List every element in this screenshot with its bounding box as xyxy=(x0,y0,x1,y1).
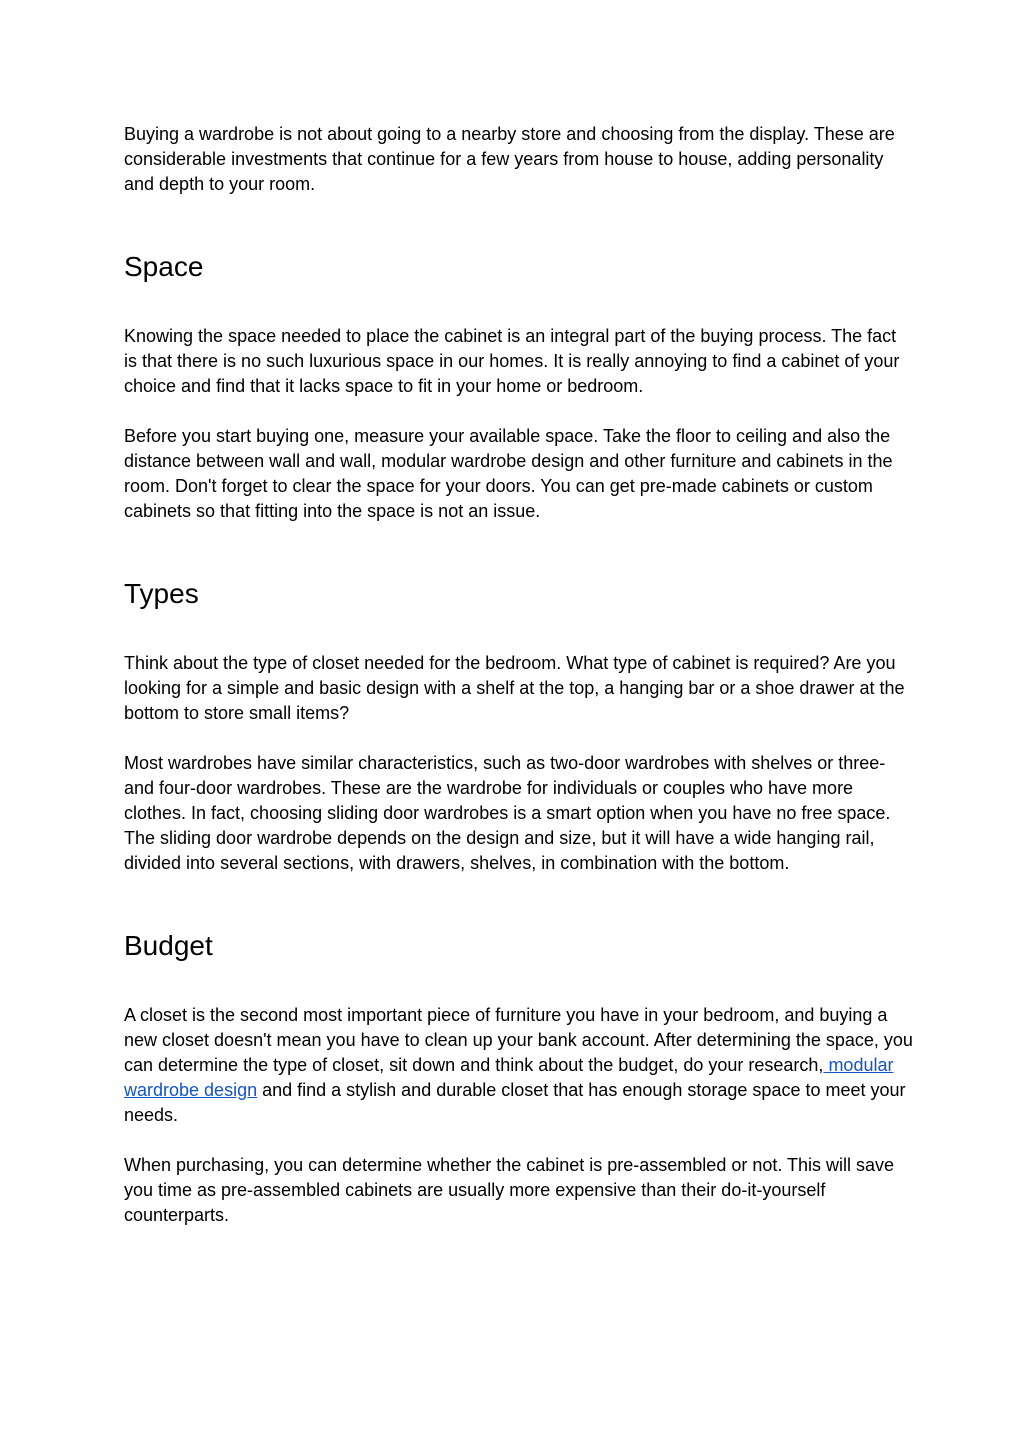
types-paragraph-2: Most wardrobes have similar characteristics, such as two-door wardrobes with shelves or three- and four-door wardrobes. These are the wardrobe for individuals or couples who have more clothes. In fact, choosing sliding door wardrobes is a smart option when you have no free space. The sliding door wardrobe depends on the design and size, but it will have a wide hanging rail, divided into several sections, with drawers, shelves, in combination with the bottom. xyxy=(124,753,891,873)
document-body xyxy=(124,122,914,1228)
heading-budget: Budget xyxy=(124,930,213,961)
types-paragraph-1: Think about the type of closet needed for the bedroom. What type of cabinet is required? Are you looking for a simple and basic design with a shelf at the top, a hanging bar or a shoe drawer at the bottom to store small items? xyxy=(124,653,905,723)
budget-paragraph-2: When purchasing, you can determine whether the cabinet is pre-assembled or not. This will save you time as pre-assembled cabinets are usually more expensive than their do-it-yourself counterparts. xyxy=(124,1155,895,1225)
budget-paragraph-1-text-b: and find a stylish and durable closet that has enough storage space to meet your needs. xyxy=(124,1080,906,1125)
heading-space: Space xyxy=(124,251,204,282)
budget-paragraph-1-text-a: A closet is the second most important piece of furniture you have in your bedroom, and buying a new closet doesn't mean you have to clean up your bank account. After determining the space, you can determine the type of closet, sit down and think about the budget, do your research, xyxy=(124,1005,913,1075)
space-paragraph-2: Before you start buying one, measure your available space. Take the floor to ceiling and also the distance between wall and wall, modular wardrobe design and other furniture and cabinets in the room. Don't forget to clear the space for your doors. You can get pre-made cabinets or custom cabinets so that fitting into the space is not an issue. xyxy=(124,426,893,521)
budget-paragraph-1 xyxy=(124,1003,914,1128)
intro-paragraph: Buying a wardrobe is not about going to a nearby store and choosing from the display. These are considerable investments that continue for a few years from house to house, adding personality and depth to your room. xyxy=(124,124,895,194)
space-paragraph-1: Knowing the space needed to place the cabinet is an integral part of the buying process. The fact is that there is no such luxurious space in our homes. It is really annoying to find a cabinet of your choice and find that it lacks space to fit in your home or bedroom. xyxy=(124,326,900,396)
heading-types: Types xyxy=(124,578,199,609)
modular-wardrobe-design-link[interactable]: modular wardrobe design xyxy=(124,1055,894,1100)
